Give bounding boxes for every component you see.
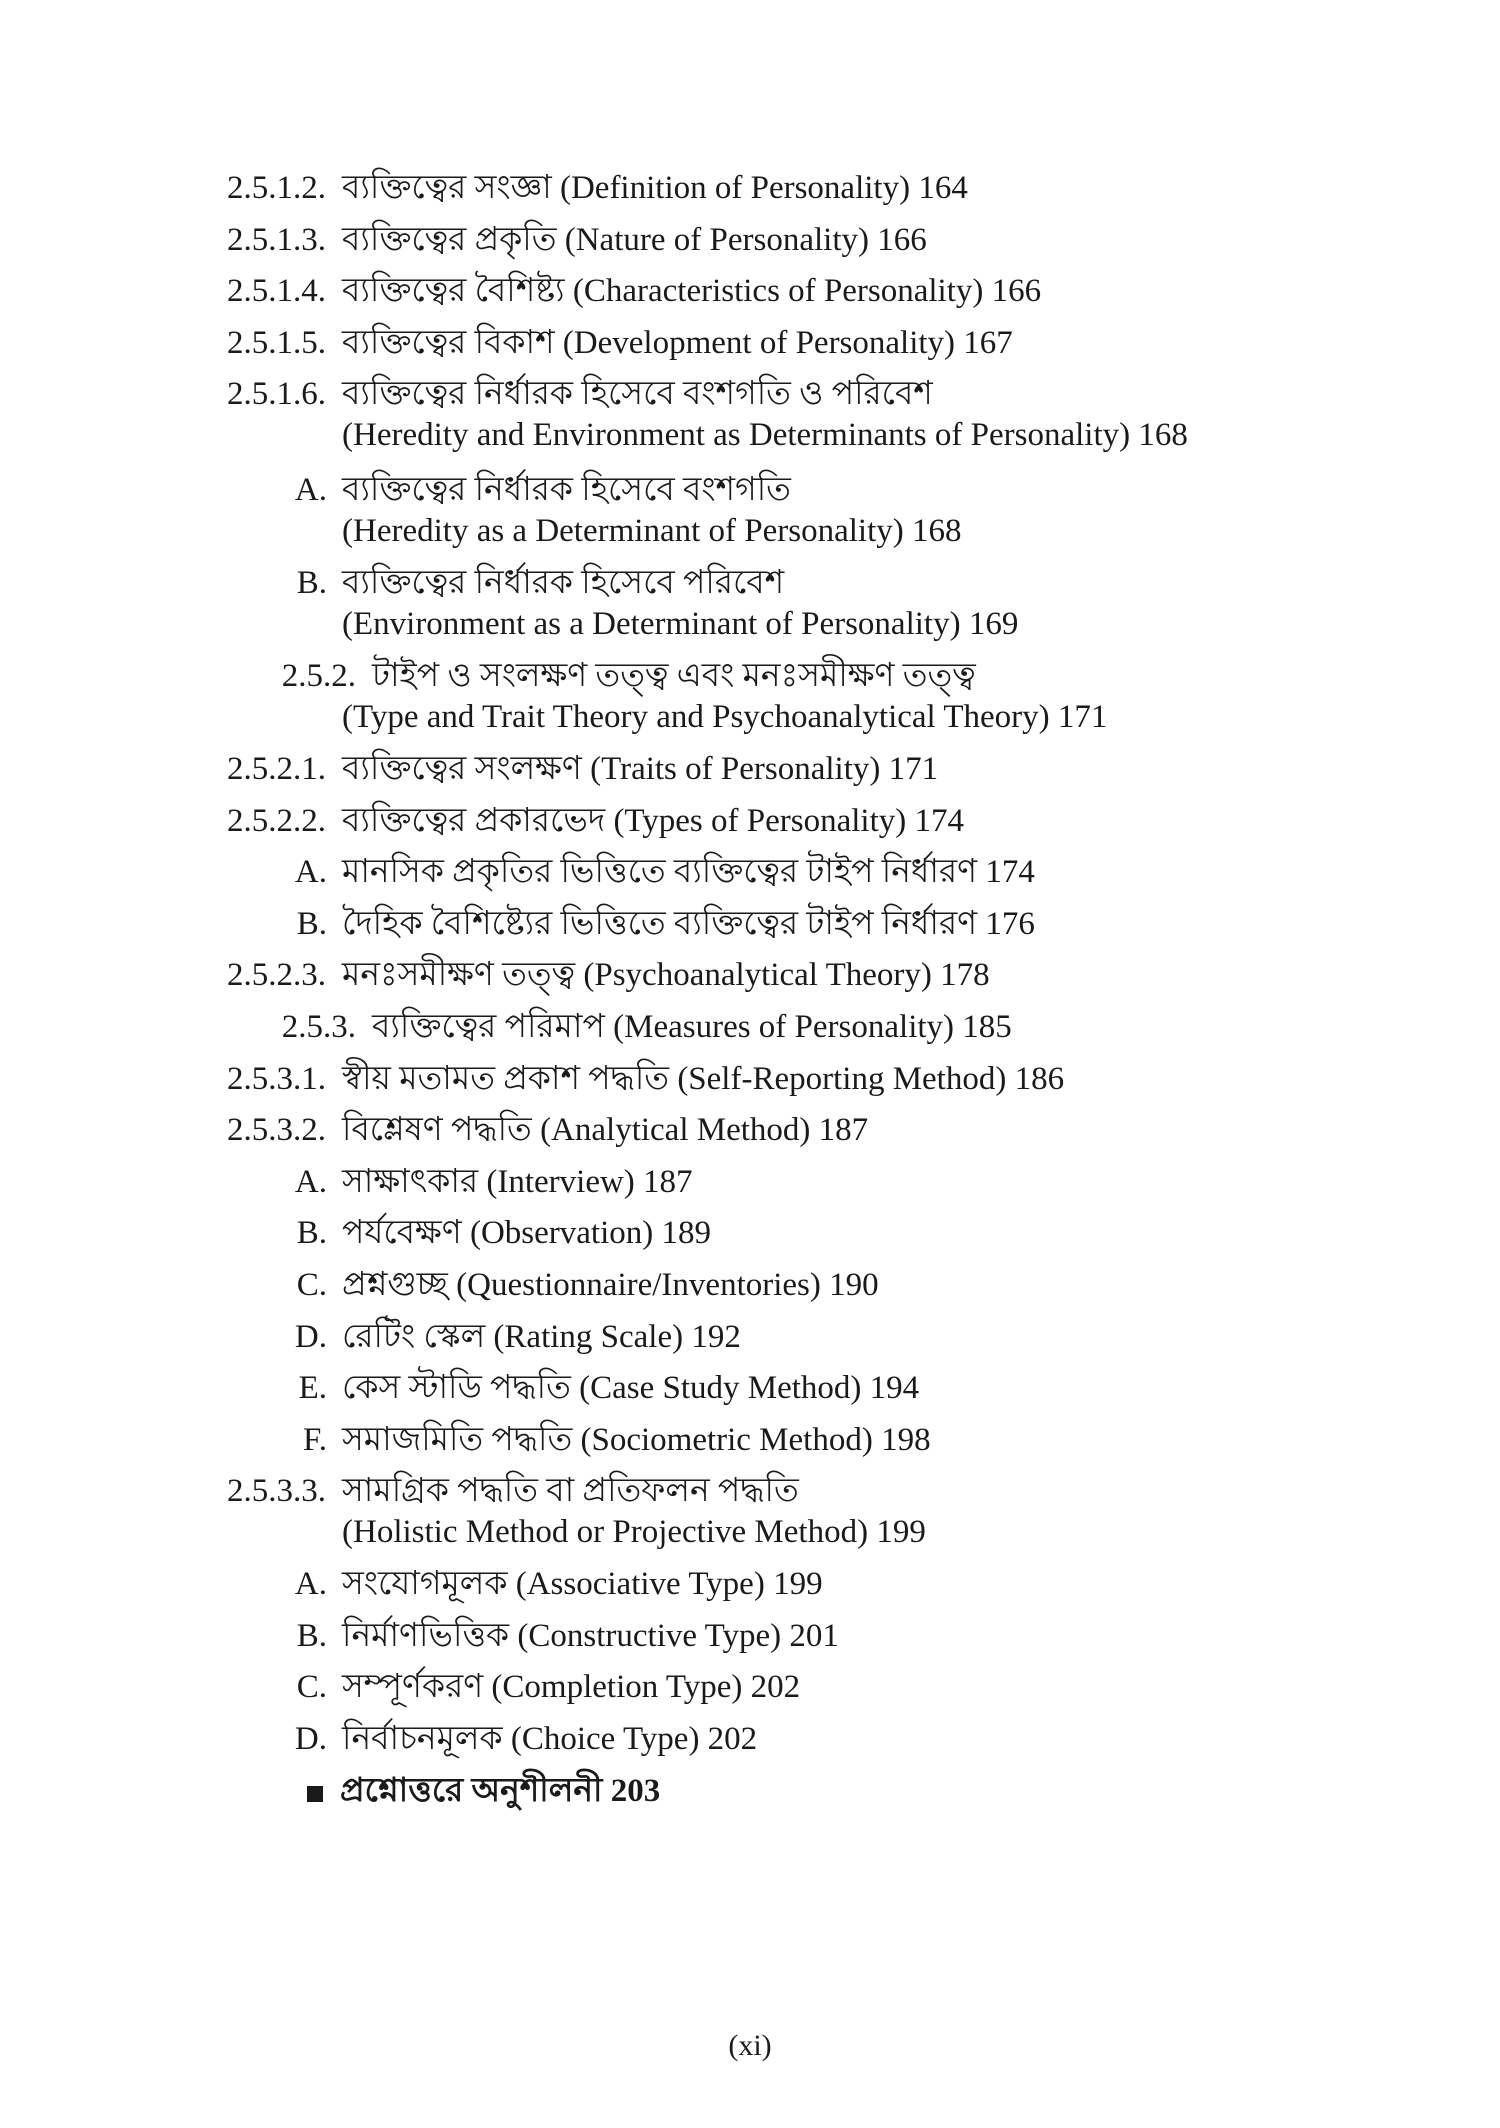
toc-number: 2.5.2.3. bbox=[227, 957, 326, 994]
toc-title: ব্যক্তিত্বের সংজ্ঞা (Definition of Personality) 164 bbox=[342, 170, 968, 206]
exercise-entry bbox=[0, 1766, 1500, 1818]
toc-entry bbox=[0, 950, 1500, 1002]
toc-title: কেস স্টাডি পদ্ধতি (Case Study Method) 194 bbox=[342, 1370, 920, 1407]
toc-number: B. bbox=[296, 1617, 327, 1654]
toc-title: মনঃসমীক্ষণ তত্ত্ব (Psychoanalytical Theory) 178 bbox=[342, 957, 990, 994]
toc-title: নির্বাচনমূলক (Choice Type) 202 bbox=[342, 1721, 758, 1758]
toc-entry-continuation bbox=[0, 1510, 1500, 1559]
toc-entry bbox=[0, 318, 1500, 370]
toc-title: ব্যক্তিত্বের বৈশিষ্ট্য (Characteristics of Personality) 166 bbox=[342, 273, 1042, 310]
toc-number: C. bbox=[296, 1266, 327, 1303]
page-number: (xi) bbox=[728, 2029, 772, 2062]
toc-number: D. bbox=[294, 1721, 327, 1758]
toc-entry bbox=[0, 369, 1500, 413]
toc-number: 2.5.1.5. bbox=[227, 324, 326, 361]
toc-number: A. bbox=[294, 471, 327, 508]
toc-title: সম্পূর্ণকরণ (Completion Type) 202 bbox=[342, 1669, 801, 1706]
toc-title: স্বীয় মতামত প্রকাশ পদ্ধতি (Self-Reporting Method) 186 bbox=[342, 1060, 1065, 1097]
toc-title: ব্যক্তিত্বের নির্ধারক হিসেবে বংশগতি bbox=[342, 471, 791, 508]
toc-number: 2.5.3.1. bbox=[227, 1060, 326, 1097]
toc-title-english: (Type and Trait Theory and Psychoanalytical Theory) 171 bbox=[342, 698, 1108, 735]
toc-number: 2.5.2.1. bbox=[227, 750, 326, 787]
toc-entry bbox=[0, 1611, 1500, 1663]
toc-entry bbox=[0, 1002, 1500, 1054]
square-bullet-icon bbox=[307, 1786, 323, 1802]
toc-title: বিশ্লেষণ পদ্ধতি (Analytical Method) 187 bbox=[342, 1112, 869, 1149]
toc-title-english: (Heredity as a Determinant of Personality) 168 bbox=[342, 512, 962, 549]
toc-number: 2.5.3.2. bbox=[227, 1112, 326, 1149]
toc-entry bbox=[0, 1714, 1500, 1766]
toc-entry bbox=[0, 1312, 1500, 1364]
toc-title: ব্যক্তিত্বের প্রকৃতি (Nature of Personality) 166 bbox=[342, 221, 927, 258]
table-of-contents bbox=[0, 163, 1500, 1817]
toc-number: 2.5.1.2. bbox=[227, 170, 326, 206]
toc-title: সাক্ষাৎকার (Interview) 187 bbox=[342, 1163, 693, 1200]
exercise-title: প্রশ্নোত্তরে অনুশীলনী 203 bbox=[340, 1772, 661, 1809]
toc-entry-continuation bbox=[0, 509, 1500, 558]
toc-title: সমাজমিতি পদ্ধতি (Sociometric Method) 198 bbox=[342, 1421, 931, 1458]
toc-number: 2.5.1.3. bbox=[227, 221, 326, 258]
toc-number: 2.5.3. bbox=[281, 1008, 356, 1045]
toc-number: 2.5.1.6. bbox=[227, 376, 326, 413]
toc-entry bbox=[0, 1415, 1500, 1467]
toc-entry bbox=[0, 266, 1500, 318]
toc-title: ব্যক্তিত্বের প্রকারভেদ (Types of Personality) 174 bbox=[342, 802, 964, 839]
toc-title: ব্যক্তিত্বের সংলক্ষণ (Traits of Personality) 171 bbox=[342, 750, 939, 787]
toc-title: পর্যবেক্ষণ (Observation) 189 bbox=[342, 1215, 711, 1252]
toc-number: B. bbox=[296, 1215, 327, 1252]
toc-entry bbox=[0, 1466, 1500, 1510]
toc-number: A. bbox=[294, 1163, 327, 1200]
toc-number: 2.5.1.4. bbox=[227, 273, 326, 310]
toc-title-english: (Heredity and Environment as Determinants of Personality) 168 bbox=[342, 417, 1188, 454]
toc-entry-continuation bbox=[0, 695, 1500, 744]
toc-entry bbox=[0, 744, 1500, 796]
toc-entry bbox=[0, 1105, 1500, 1157]
toc-number: D. bbox=[294, 1318, 327, 1355]
toc-entry bbox=[0, 465, 1500, 509]
toc-entry bbox=[0, 215, 1500, 267]
toc-title: টাইপ ও সংলক্ষণ তত্ত্ব এবং মনঃসমীক্ষণ তত্ত্ব bbox=[372, 657, 976, 694]
toc-number: 2.5.3.3. bbox=[227, 1473, 326, 1510]
toc-number: F. bbox=[303, 1421, 327, 1458]
toc-number: C. bbox=[296, 1669, 327, 1706]
toc-entry bbox=[0, 163, 1500, 215]
toc-entry bbox=[0, 1363, 1500, 1415]
toc-number: B. bbox=[296, 905, 327, 942]
toc-entry bbox=[0, 1559, 1500, 1611]
toc-entry bbox=[0, 1157, 1500, 1209]
toc-entry bbox=[0, 558, 1500, 602]
toc-title: ব্যক্তিত্বের নির্ধারক হিসেবে বংশগতি ও পরিবেশ bbox=[342, 376, 933, 413]
toc-title: নির্মাণভিত্তিক (Constructive Type) 201 bbox=[342, 1617, 839, 1654]
toc-entry bbox=[0, 1662, 1500, 1714]
toc-entry-continuation bbox=[0, 413, 1500, 465]
toc-entry bbox=[0, 651, 1500, 695]
toc-title: রেটিং স্কেল (Rating Scale) 192 bbox=[342, 1318, 741, 1355]
toc-entry bbox=[0, 1208, 1500, 1260]
toc-number: 2.5.2.2. bbox=[227, 802, 326, 839]
toc-entry bbox=[0, 1260, 1500, 1312]
toc-entry bbox=[0, 847, 1500, 899]
toc-title: ব্যক্তিত্বের নির্ধারক হিসেবে পরিবেশ bbox=[342, 564, 785, 601]
toc-entry bbox=[0, 899, 1500, 951]
toc-number: E. bbox=[298, 1370, 327, 1407]
toc-title: মানসিক প্রকৃতির ভিত্তিতে ব্যক্তিত্বের টাইপ নির্ধারণ 174 bbox=[342, 854, 1035, 891]
toc-title: ব্যক্তিত্বের পরিমাপ (Measures of Personality) 185 bbox=[372, 1008, 1012, 1045]
toc-entry bbox=[0, 796, 1500, 848]
toc-number: A. bbox=[294, 854, 327, 891]
toc-number: 2.5.2. bbox=[281, 657, 356, 694]
toc-number: B. bbox=[296, 564, 327, 601]
toc-entry-continuation bbox=[0, 602, 1500, 651]
toc-title: প্রশ্নগুচ্ছ (Questionnaire/Inventories) 190 bbox=[342, 1266, 879, 1303]
toc-title-english: (Environment as a Determinant of Personality) 169 bbox=[342, 605, 1019, 642]
toc-number: A. bbox=[294, 1566, 327, 1603]
toc-title: ব্যক্তিত্বের বিকাশ (Development of Personality) 167 bbox=[342, 324, 1013, 361]
toc-title-english: (Holistic Method or Projective Method) 199 bbox=[342, 1514, 926, 1551]
toc-title: সংযোগমূলক (Associative Type) 199 bbox=[342, 1566, 823, 1603]
toc-title: দৈহিক বৈশিষ্ট্যের ভিত্তিতে ব্যক্তিত্বের টাইপ নির্ধারণ 176 bbox=[342, 905, 1035, 942]
toc-entry bbox=[0, 1054, 1500, 1106]
toc-title: সামগ্রিক পদ্ধতি বা প্রতিফলন পদ্ধতি bbox=[342, 1473, 799, 1510]
